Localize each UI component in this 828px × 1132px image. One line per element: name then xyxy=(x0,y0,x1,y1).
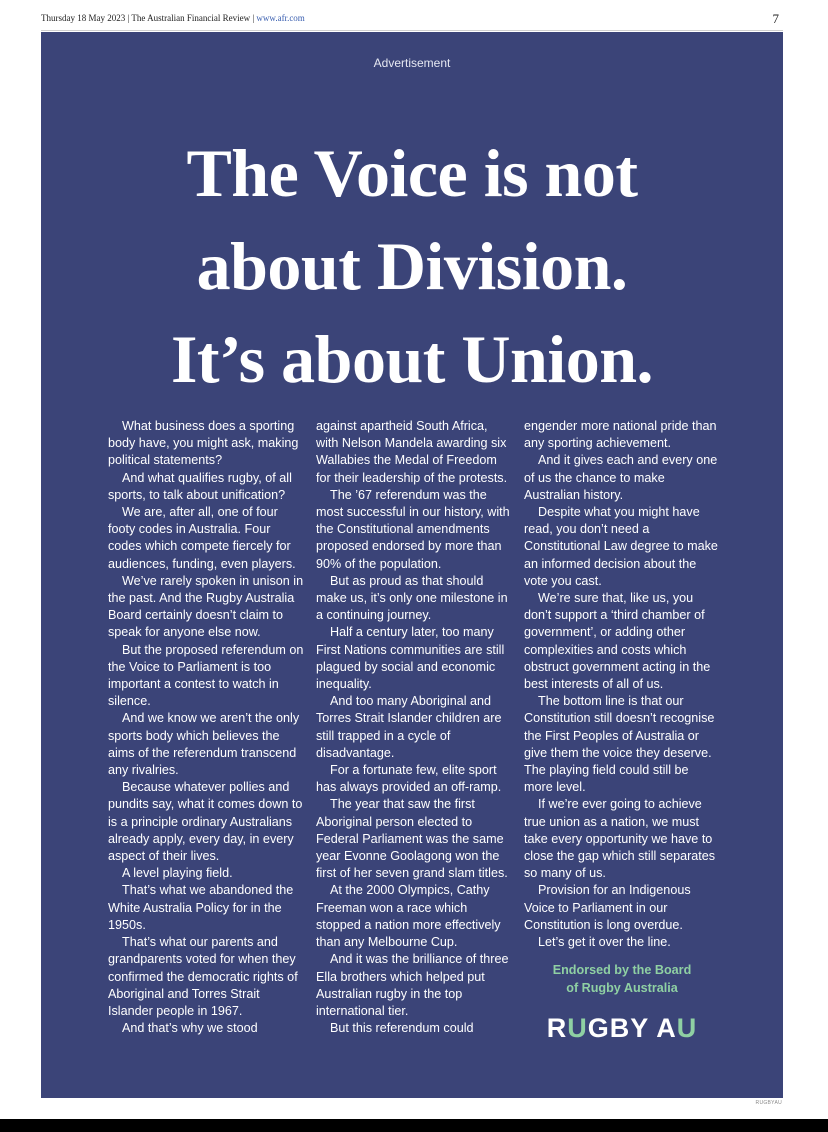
paragraph: The bottom line is that our Constitution still doesn’t recognise the First Peoples of Australia or give them the voice they deserve. The playing field could still be more level. xyxy=(524,694,715,795)
paragraph: We’re sure that, like us, you don’t support a ‘third chamber of government’, or adding other complexities and costs which obstruct government acting in the best interests of all of us. xyxy=(524,591,711,692)
paragraph: Provision for an Indigenous Voice to Parliament in our Constitution is long overdue. xyxy=(524,883,691,932)
body-column-3 xyxy=(524,418,720,1043)
paragraph-continued: against apartheid South Africa, with Nelson Mandela awarding six Wallabies the Medal of Freedom for their leadership of the protests. xyxy=(316,419,508,485)
paragraph: That’s what our parents and grandparents voted for when they confirmed the democratic rights of Aboriginal and Torres Strait Islander people in 1967. xyxy=(108,935,298,1018)
rugby-au-logo xyxy=(524,1013,720,1043)
paragraph: A level playing field. xyxy=(122,866,233,881)
headline-line: The Voice is not xyxy=(186,135,638,211)
paragraph: But the proposed referendum on the Voice to Parliament is too important a contest to watch in silence. xyxy=(108,642,304,709)
logo-letters: GBY A xyxy=(587,1012,677,1043)
paragraph: If we’re ever going to achieve true union as a nation, we must take every opportunity we have to close the gap which still separates so many of us. xyxy=(524,797,716,881)
page-number: 7 xyxy=(772,11,779,26)
paragraph: Let’s get it over the line. xyxy=(538,935,671,950)
paragraph: What business does a sporting body have, you might ask, making political statements? xyxy=(108,419,299,468)
ad-credit: RUGBYAU xyxy=(755,1100,782,1106)
paragraph: And we know we aren’t the only sports body which believes the aims of the referendum transcend any rivalries. xyxy=(108,711,300,778)
logo-letter-accent: U xyxy=(567,1012,588,1043)
endorsement xyxy=(524,962,720,996)
advertisement-label: Advertisement xyxy=(373,56,451,70)
paragraph: That’s what we abandoned the White Australia Policy for in the 1950s. xyxy=(108,883,294,932)
logo-letter: R xyxy=(546,1012,568,1043)
endorsement-line: Endorsed by the Board xyxy=(552,963,692,978)
paragraph: And what qualifies rugby, of all sports, to talk about unification? xyxy=(108,470,292,502)
advertisement xyxy=(41,32,783,1098)
paragraph: But this referendum could xyxy=(330,1021,474,1036)
headline-line: It’s about Union. xyxy=(170,321,654,397)
paragraph: Half a century later, too many First Nations communities are still plagued by social and economic inequality. xyxy=(316,625,505,692)
masthead-info xyxy=(41,13,305,23)
paragraph: And too many Aboriginal and Torres Strait Islander children are still trapped in a cycle of disadvantage. xyxy=(316,694,502,760)
paragraph: And it was the brilliance of three Ella brothers which helped put Australian rugby in the top international tier. xyxy=(316,952,509,1018)
endorsement-line: of Rugby Australia xyxy=(566,980,678,995)
bottom-bar xyxy=(0,1119,828,1132)
paragraph: But as proud as that should make us, it’s only one milestone in a continuing journey. xyxy=(316,573,508,623)
paragraph: We’ve rarely spoken in unison in the past. And the Rugby Australia Board certainly doesn’t claim to speak for anyone else now. xyxy=(108,573,304,640)
logo-letter-accent: U xyxy=(676,1012,698,1043)
paragraph-continued: engender more national pride than any sporting achievement. xyxy=(524,419,717,451)
paragraph: The year that saw the first Aboriginal person elected to Federal Parliament was the same year Evonne Goolagong won the first of her seven grand slam titles. xyxy=(316,797,508,881)
masthead-url[interactable]: www.afr.com xyxy=(256,13,305,23)
body-column-1 xyxy=(108,418,304,1037)
body-column-2 xyxy=(316,418,512,1037)
paragraph: For a fortunate few, elite sport has always provided an off-ramp. xyxy=(316,763,502,795)
paragraph: And it gives each and every one of us the chance to make Australian history. xyxy=(524,453,718,502)
headline-line: about Division. xyxy=(196,228,628,304)
paragraph: We are, after all, one of four footy codes in Australia. Four codes which compete fiercely for audiences, funding, even players. xyxy=(108,505,296,571)
masthead xyxy=(41,12,783,31)
headline xyxy=(41,127,783,406)
paragraph: At the 2000 Olympics, Cathy Freeman won a race which stopped a nation more effectively than any Melbourne Cup. xyxy=(316,883,501,950)
paragraph: And that’s why we stood xyxy=(122,1021,258,1036)
paragraph: The ’67 referendum was the most successful in our history, with the Constitutional amendments proposed endorsed by more than 90% of the population. xyxy=(316,487,510,571)
paragraph: Despite what you might have read, you don’t need a Constitutional Law degree to make an informed decision about the vote you cast. xyxy=(524,505,718,588)
masthead-date: Thursday 18 May 2023 | The Australian Financial Review | xyxy=(41,13,257,23)
paragraph: Because whatever pollies and pundits say, what it comes down to is a principle ordinary Australians already apply, every day, in every aspect of their lives. xyxy=(108,780,303,864)
